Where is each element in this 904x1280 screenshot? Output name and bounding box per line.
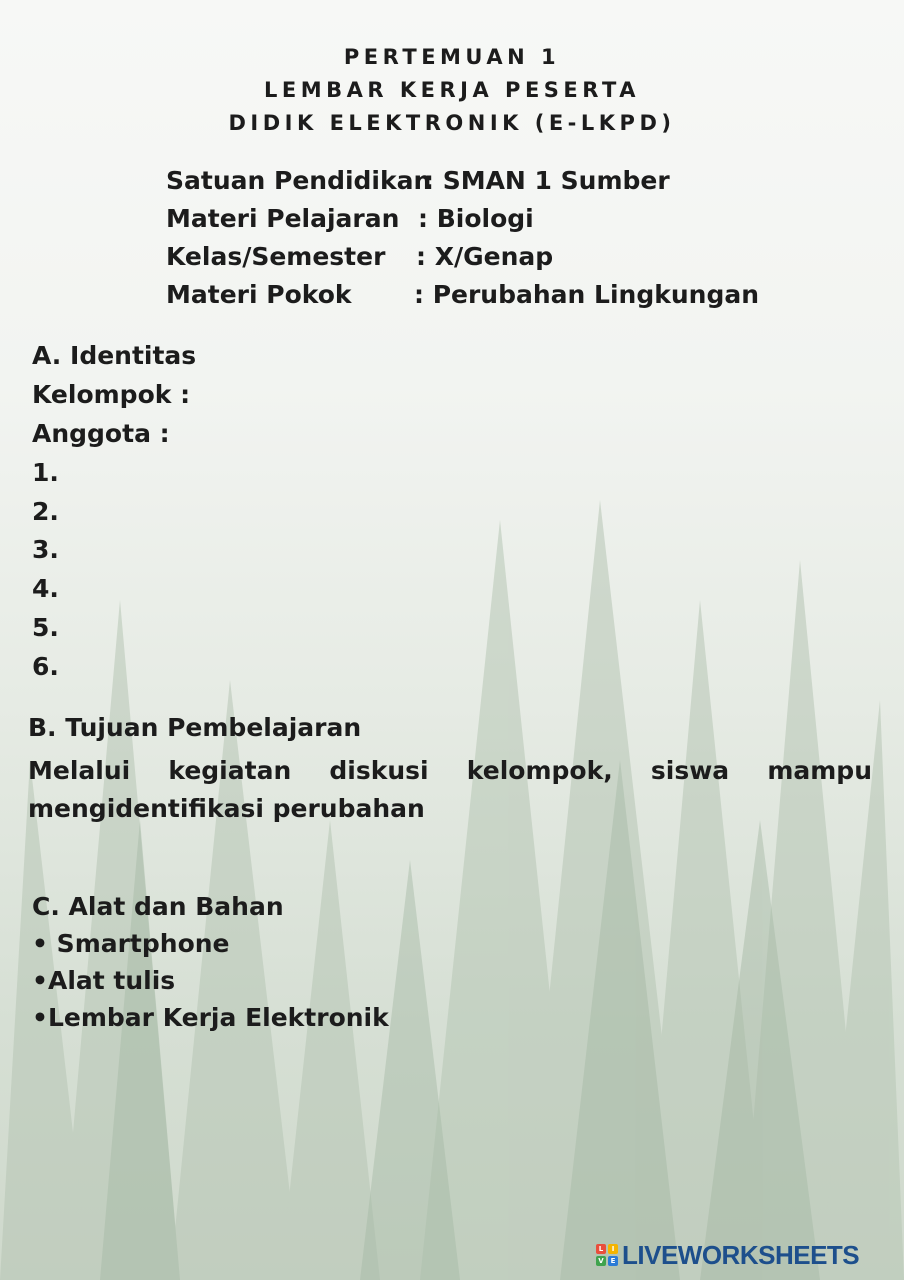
- member-item: 3.: [32, 535, 59, 564]
- logo-letter: V: [596, 1256, 606, 1266]
- info-label: Satuan Pendidikan: [166, 166, 432, 195]
- logo-text: LIVEWORKSHEETS: [622, 1239, 860, 1270]
- header-line-2: LEMBAR KERJA PESERTA: [264, 78, 640, 102]
- member-item: 5.: [32, 613, 59, 642]
- section-a-heading: A. Identitas: [32, 341, 197, 370]
- kelompok-label: Kelompok :: [32, 380, 191, 409]
- logo-letter: L: [596, 1244, 606, 1254]
- liveworksheets-logo[interactable]: [596, 1239, 859, 1271]
- tool-item: •Alat tulis: [32, 966, 176, 995]
- section-b-heading: B. Tujuan Pembelajaran: [28, 713, 362, 742]
- logo-mark-icon: [596, 1244, 618, 1266]
- anggota-label: Anggota :: [32, 419, 170, 448]
- member-item: 2.: [32, 497, 59, 526]
- tool-item: • Smartphone: [32, 929, 230, 958]
- info-value: : Perubahan Lingkungan: [414, 280, 760, 309]
- info-value: : Biologi: [418, 204, 534, 233]
- member-item: 1.: [32, 458, 59, 487]
- info-label: Materi Pelajaran: [166, 204, 400, 233]
- logo-letter: E: [608, 1256, 618, 1266]
- info-value: : X/Genap: [416, 242, 554, 271]
- member-item: 4.: [32, 574, 59, 603]
- header-line-1: PERTEMUAN 1: [343, 45, 561, 69]
- tool-item: •Lembar Kerja Elektronik: [32, 1003, 389, 1032]
- info-label: Materi Pokok: [166, 280, 352, 309]
- info-row-materi: [166, 204, 534, 233]
- logo-letter: I: [608, 1244, 618, 1254]
- section-c-heading: C. Alat dan Bahan: [32, 892, 284, 921]
- info-row-pokok: [166, 280, 759, 309]
- member-item: 6.: [32, 652, 59, 681]
- header-line-3: DIDIK ELEKTRONIK (E-LKPD): [228, 111, 676, 135]
- tujuan-text: Melalui kegiatan diskusi kelompok, siswa mampu mengidentifikasi perubahan: [28, 756, 872, 823]
- info-row-kelas: [166, 242, 553, 271]
- info-value: : SMAN 1 Sumber: [424, 166, 670, 195]
- info-label: Kelas/Semester: [166, 242, 386, 271]
- info-row-satuan: [166, 166, 670, 195]
